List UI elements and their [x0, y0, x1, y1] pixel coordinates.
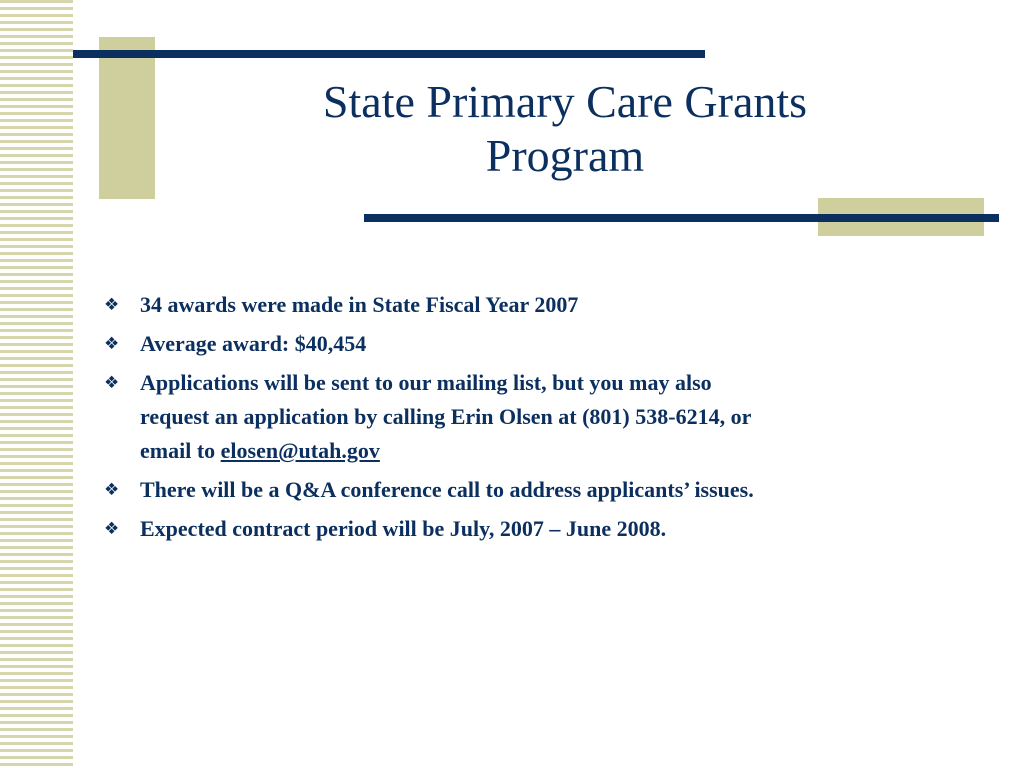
left-stripe-decoration — [0, 0, 73, 768]
bullet-item-awards — [100, 288, 960, 322]
bullet-item-applications — [100, 366, 960, 468]
bullet-list — [100, 288, 960, 551]
slide-title — [250, 75, 880, 183]
bullet-item-contract-period — [100, 512, 960, 546]
tan-accent-block-left — [99, 37, 155, 199]
diamond-bullet-icon: ❖ — [104, 373, 120, 393]
email-link[interactable]: elosen@utah.gov — [220, 438, 380, 463]
slide-title-line-1: State Primary Care Grants — [322, 76, 808, 127]
bullet-text-line-2: request an application by calling Erin Olsen at (801) 538-6214, or — [140, 404, 752, 429]
diamond-bullet-icon: ❖ — [104, 334, 120, 354]
bullet-text: 34 awards were made in State Fiscal Year 2007 — [140, 292, 579, 317]
slide-title-line-2: Program — [485, 130, 645, 181]
bottom-rule-line — [364, 214, 999, 222]
bullet-text-line-1: Applications will be sent to our mailing list, but you may also — [140, 370, 712, 395]
diamond-bullet-icon: ❖ — [104, 480, 120, 500]
bullet-text: There will be a Q&A conference call to address applicants’ issues. — [140, 477, 754, 502]
diamond-bullet-icon: ❖ — [104, 519, 120, 539]
top-rule-line — [73, 50, 705, 58]
diamond-bullet-icon: ❖ — [104, 295, 120, 315]
bullet-text: Average award: $40,454 — [140, 331, 367, 356]
bullet-item-conference-call — [100, 473, 960, 507]
bullet-text: Expected contract period will be July, 2007 – June 2008. — [140, 516, 667, 541]
bullet-item-average-award — [100, 327, 960, 361]
bullet-text-prefix: email to — [140, 438, 221, 463]
